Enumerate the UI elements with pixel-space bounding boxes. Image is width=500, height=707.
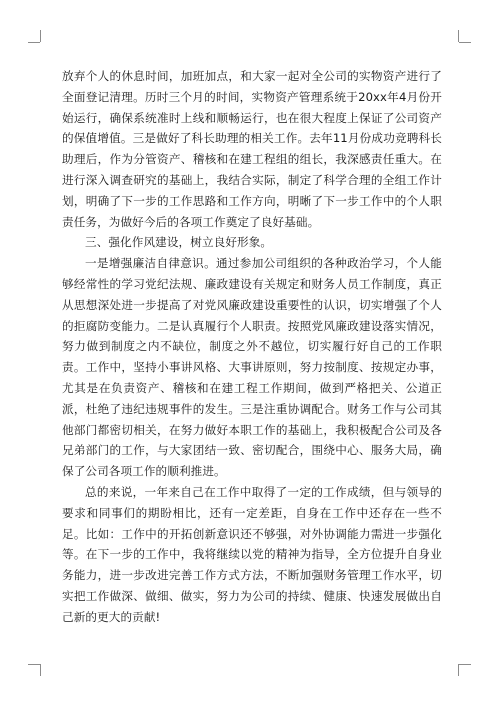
document-body xyxy=(62,66,442,628)
paragraph-summary: 总的来说，一年来自己在工作中取得了一定的工作成绩，但与领导的要求和同事们的期盼相比，还有一定差距，自身在工作中还存在一些不足。比如：工作中的开拓创新意识还不够强，对外协调能力需进一步强化等。在下一步的工作中，我将继续以党的精神为指导，全方位提升自身业务能力，进一步改进完善工作方式方法，不断加强财务管理工作水平，切实把工作做深、做细、做实，努力为公司的持续、健康、快速发展做出自己新的更大的贡献! xyxy=(62,484,442,624)
crop-mark-top-right-vertical xyxy=(458,30,459,42)
crop-mark-bottom-right-vertical xyxy=(458,664,459,676)
paragraph-integrity: 一是增强廉洁自律意识。通过参加公司组织的各种政治学习，个人能够经常性的学习党纪法规、廉政建设有关规定和财务人员工作制度，真正从思想深处进一步提高了对党风廉政建设重要性的认识，切实增强了个人的拒腐防变能力。二是认真履行个人职责。按照党风廉政建设落实情况，努力做到制度之内不缺位，制度之外不越位，切实履行好自己的工作职责。工作中，坚持小事讲风格、大事讲原则，努力按制度、按规定办事，尤其是在负责资产、稽核和在建工程工作期间，做到严格把关、公道正派，杜绝了违纪违规事件的发生。三是注重协调配合。财务工作与公司其他部门都密切相关，在努力做好本职工作的基础上，我积极配合公司及各兄弟部门的工作，与大家团结一致、密切配合，围绕中心、服务大局，确保了公司各项工作的顺利推进。 xyxy=(62,256,442,479)
crop-mark-bottom-left-vertical xyxy=(40,664,41,676)
crop-mark-top-right-horizontal xyxy=(459,42,471,43)
crop-mark-bottom-right-horizontal xyxy=(459,664,471,665)
crop-mark-top-left-vertical xyxy=(40,30,41,42)
section-heading-work-style: 三、强化作风建设，树立良好形象。 xyxy=(85,235,273,250)
paragraph-asset-work: 放弃个人的休息时间，加班加点，和大家一起对全公司的实物资产进行了全面登记清理。历时三个月的时间，实物资产管理系统于20xx年4月份开始运行，确保系统准时上线和顺畅运行，也在很大程度上保证了公司资产的保值增值。三是做好了科长助理的相关工作。去年11月份成功竞聘科长助理后，作为分管资产、稽核和在建工程组的组长，我深感责任重大。在进行深入调查研究的基础上，我结合实际，制定了科学合理的全组工作计划，明确了下一步的工作思路和工作方向，明晰了下一步工作中的个人职责任务，为做好今后的各项工作奠定了良好基础。 xyxy=(62,69,442,229)
crop-mark-top-left-horizontal xyxy=(28,42,40,43)
crop-mark-bottom-left-horizontal xyxy=(28,664,40,665)
